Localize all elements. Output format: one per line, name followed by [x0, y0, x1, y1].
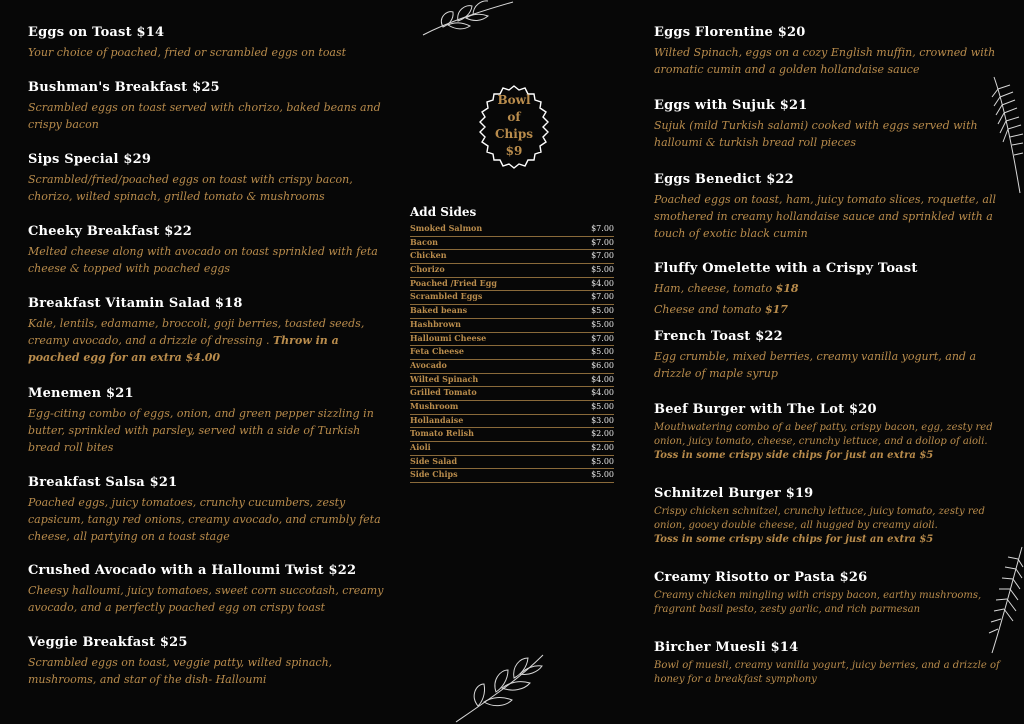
menu-item-description: Cheesy halloumi, juicy tomatoes, sweet corn succotash, creamy avocado, and a perfectly poached egg on crispy toast: [28, 584, 384, 614]
add-sides-table: [410, 205, 614, 483]
menu-item-title: French Toast $22: [654, 329, 783, 344]
side-chips-offer: Toss in some crispy side chips for just an extra $5: [654, 534, 934, 545]
menu-item-description: Egg-citing combo of eggs, onion, and green pepper sizzling in butter, sprinkled with parsley, served with a side of Turkish bread roll bites: [28, 407, 374, 454]
side-row: Avocado $6.00: [410, 360, 614, 374]
menu-item: [28, 152, 388, 205]
menu-item-title: Cheeky Breakfast $22: [28, 224, 192, 239]
menu-item: [28, 25, 388, 61]
side-row: Chorizo $5.00: [410, 264, 614, 278]
menu-item: [654, 172, 1014, 242]
menu-item-description: Scrambled eggs on toast served with chorizo, baked beans and crispy bacon: [28, 101, 381, 131]
side-row: Tomato Relish $2.00: [410, 428, 614, 442]
fern-leaf-icon: [986, 545, 1024, 655]
menu-item: [28, 386, 388, 456]
side-row: Halloumi Cheese $7.00: [410, 333, 614, 347]
menu-item: [654, 261, 1014, 318]
menu-item-title: Eggs on Toast $14: [28, 25, 165, 40]
menu-item-title: Breakfast Salsa $21: [28, 475, 178, 490]
menu-item-description: Scrambled eggs on toast, veggie patty, wilted spinach, mushrooms, and star of the dish- Halloumi: [28, 656, 333, 686]
menu-item-description: Wilted Spinach, eggs on a cozy English muffin, crowned with aromatic cumin and a golden hollandaise sauce: [654, 46, 996, 76]
side-row: Poached /Fried Egg $4.00: [410, 278, 614, 292]
menu-item: [28, 475, 388, 545]
menu-item-title: Fluffy Omelette with a Crispy Toast: [654, 261, 918, 276]
menu-item: [654, 640, 1014, 687]
menu-item-title: Schnitzel Burger $19: [654, 486, 814, 501]
bowl-of-chips-text: Bowl of Chips $9: [471, 92, 557, 160]
side-row: Hashbrown $5.00: [410, 319, 614, 333]
side-row: Side Chips $5.00: [410, 469, 614, 483]
side-chips-offer: Toss in some crispy side chips for just an extra $5: [654, 450, 934, 461]
menu-item-title: Breakfast Vitamin Salad $18: [28, 296, 243, 311]
side-row: Scrambled Eggs $7.00: [410, 291, 614, 305]
menu-item-title: Eggs with Sujuk $21: [654, 98, 808, 113]
menu-item-title: Veggie Breakfast $25: [28, 635, 188, 650]
menu-item-title: Beef Burger with The Lot $20: [654, 402, 877, 417]
side-row: Grilled Tomato $4.00: [410, 387, 614, 401]
bowl-of-chips-price: $9: [505, 144, 523, 158]
side-row: Chicken $7.00: [410, 250, 614, 264]
menu-item-description: Melted cheese along with avocado on toast sprinkled with feta cheese & topped with poached eggs: [28, 245, 378, 275]
side-row: Side Salad $5.00: [410, 456, 614, 470]
menu-item-title: Bircher Muesli $14: [654, 640, 799, 655]
side-row: Aioli $2.00: [410, 442, 614, 456]
menu-item-title: Sips Special $29: [28, 152, 152, 167]
side-row: Hollandaise $3.00: [410, 415, 614, 429]
omelette-option: Ham, cheese, tomato $18: [654, 282, 799, 295]
side-row: Wilted Spinach $4.00: [410, 374, 614, 388]
menu-item: [28, 635, 388, 688]
leaf-illustration-icon: [448, 650, 558, 724]
menu-item: [654, 329, 1014, 382]
menu-item-description: Your choice of poached, fried or scrambled eggs on toast: [28, 46, 347, 59]
menu-item-title: Bushman's Breakfast $25: [28, 80, 220, 95]
menu-item-description: Sujuk (mild Turkish salami) cooked with eggs served with halloumi & turkish bread roll pieces: [654, 119, 978, 149]
menu-item: [28, 296, 388, 366]
add-sides-title: Add Sides: [410, 205, 477, 219]
menu-item: [654, 402, 1014, 463]
side-row: Feta Cheese $5.00: [410, 346, 614, 360]
menu-item-title: Eggs Benedict $22: [654, 172, 794, 187]
menu-item-title: Crushed Avocado with a Halloumi Twist $22: [28, 563, 357, 578]
menu-item-title: Eggs Florentine $20: [654, 25, 806, 40]
menu-item-description: Poached eggs on toast, ham, juicy tomato slices, roquette, all smothered in creamy hollandaise sauce and sprinkled with a touch of exotic black cumin: [654, 193, 996, 240]
menu-item-description: Creamy chicken mingling with crispy bacon, earthy mushrooms, fragrant basil pesto, zesty garlic, and rich parmesan: [654, 590, 982, 615]
side-row: Bacon $7.00: [410, 237, 614, 251]
menu-item-description: Mouthwatering combo of a beef patty, crispy bacon, egg, zesty red onion, juicy tomato, cheese, crunchy lettuce, and a dollop of aioli. Toss in some crispy side chips for just an extra $5: [654, 422, 993, 461]
menu-item: [28, 224, 388, 277]
menu-item: [28, 80, 388, 133]
menu-item: [654, 570, 1014, 617]
menu-item-description: Crispy chicken schnitzel, crunchy lettuce, juicy tomato, zesty red onion, gooey double cheese, all hugged by creamy aioli. Toss in some crispy side chips for just an extra $5: [654, 506, 985, 545]
menu-item: [28, 563, 388, 616]
fern-leaf-icon: [990, 75, 1024, 195]
menu-item-description: Scrambled/fried/poached eggs on toast with crispy bacon, chorizo, wilted spinach, grilled tomato & mushrooms: [28, 173, 353, 203]
menu-item-title: Creamy Risotto or Pasta $26: [654, 570, 868, 585]
side-row: Baked beans $5.00: [410, 305, 614, 319]
menu-item-description: Kale, lentils, edamame, broccoli, goji berries, toasted seeds, creamy avocado, and a drizzle of dressing . Throw in a poached egg for an extra $4.00: [28, 317, 365, 364]
side-row: Mushroom $5.00: [410, 401, 614, 415]
omelette-option: Cheese and tomato $17: [654, 303, 788, 316]
leaf-illustration-icon: [418, 0, 518, 40]
menu-item-description: Bowl of muesli, creamy vanilla yogurt, juicy berries, and a drizzle of honey for a breakfast symphony: [654, 660, 1000, 685]
side-row: Smoked Salmon $7.00: [410, 223, 614, 237]
menu-item: [654, 486, 1014, 547]
menu-item-description: Poached eggs, juicy tomatoes, crunchy cucumbers, zesty capsicum, tangy red onions, creamy avocado, and crumbly feta cheese, all partying on a toast stage: [28, 496, 381, 543]
menu-item: [654, 98, 1014, 151]
menu-item-description: Egg crumble, mixed berries, creamy vanilla yogurt, and a drizzle of maple syrup: [654, 350, 977, 380]
menu-item-title: Menemen $21: [28, 386, 134, 401]
menu-item: [654, 25, 1014, 78]
add-egg-offer: Throw in a poached egg for an extra $4.00: [28, 334, 339, 364]
